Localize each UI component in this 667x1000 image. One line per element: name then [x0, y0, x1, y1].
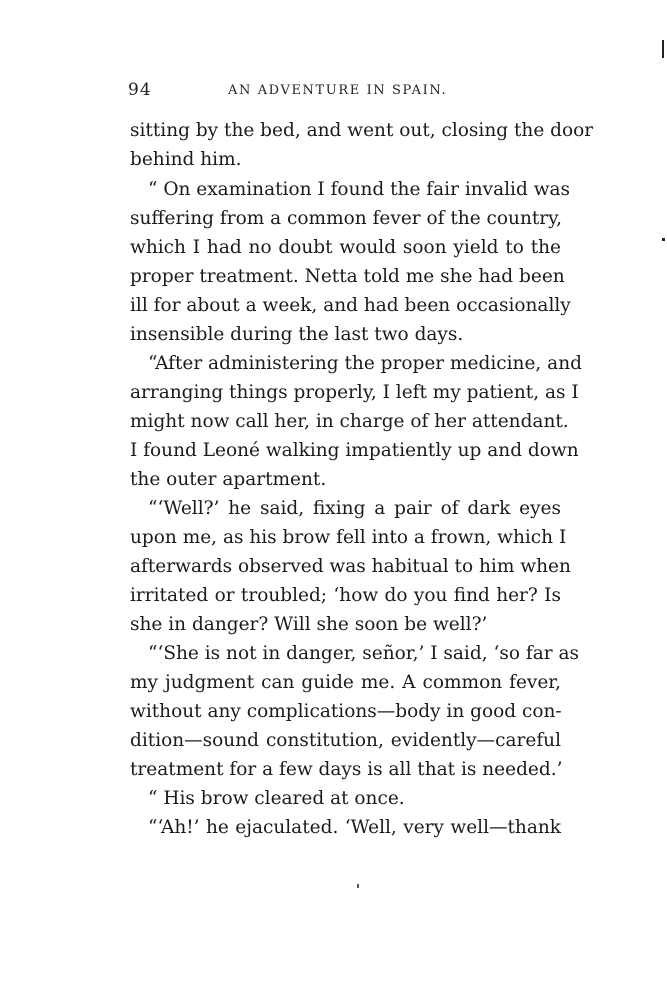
text-line: might now call her, in charge of her attendant.: [130, 411, 569, 432]
text-line: “ On examination I found the fair invalid was: [148, 179, 571, 200]
text-line: afterwards observed was habitual to him when: [130, 556, 571, 577]
text-line: proper treatment. Netta told me she had been: [130, 266, 565, 287]
text-line: I found Leoné walking impatiently up and down: [130, 440, 579, 461]
text-line: “‘Ah!’ he ejaculated. ‘Well, very well—thank: [148, 817, 561, 838]
text-line: dition—sound constitution, evidently—careful: [130, 730, 561, 751]
text-line: the outer apartment.: [130, 469, 327, 490]
text-line: “After administering the proper medicine, and: [148, 353, 582, 374]
text-line: which I had no doubt would soon yield to the: [130, 237, 561, 258]
text-line: irritated or troubled; ‘how do you find her? Is: [130, 585, 561, 606]
running-head: AN ADVENTURE IN SPAIN.: [228, 83, 448, 98]
page-number: 94: [128, 80, 152, 100]
text-line: treatment for a few days is all that is needed.’: [130, 759, 563, 780]
text-line: “‘She is not in danger, señor,’ I said, ‘so far as: [148, 643, 579, 664]
scan-edge-mark: [662, 40, 664, 58]
page-header: [128, 80, 562, 104]
text-line: behind him.: [130, 149, 242, 170]
text-line: ill for about a week, and had been occasionally: [130, 295, 571, 316]
text-line: without any complications—body in good con-: [130, 701, 562, 722]
text-line: my judgment can guide me. A common fever,: [130, 672, 561, 693]
text-line: upon me, as his brow fell into a frown, which I: [130, 527, 567, 548]
text-line: arranging things properly, I left my patient, as I: [130, 382, 579, 403]
text-line: insensible during the last two days.: [130, 324, 464, 345]
scan-speck: [662, 238, 665, 241]
scan-speck: [357, 884, 359, 888]
text-line: she in danger? Will she soon be well?’: [130, 614, 488, 635]
text-line: suffering from a common fever of the country,: [130, 208, 563, 229]
text-line: “‘Well?’ he said, fixing a pair of dark eyes: [148, 498, 561, 519]
text-line: sitting by the bed, and went out, closing the door: [130, 120, 594, 141]
text-line: “ His brow cleared at once.: [148, 788, 405, 809]
